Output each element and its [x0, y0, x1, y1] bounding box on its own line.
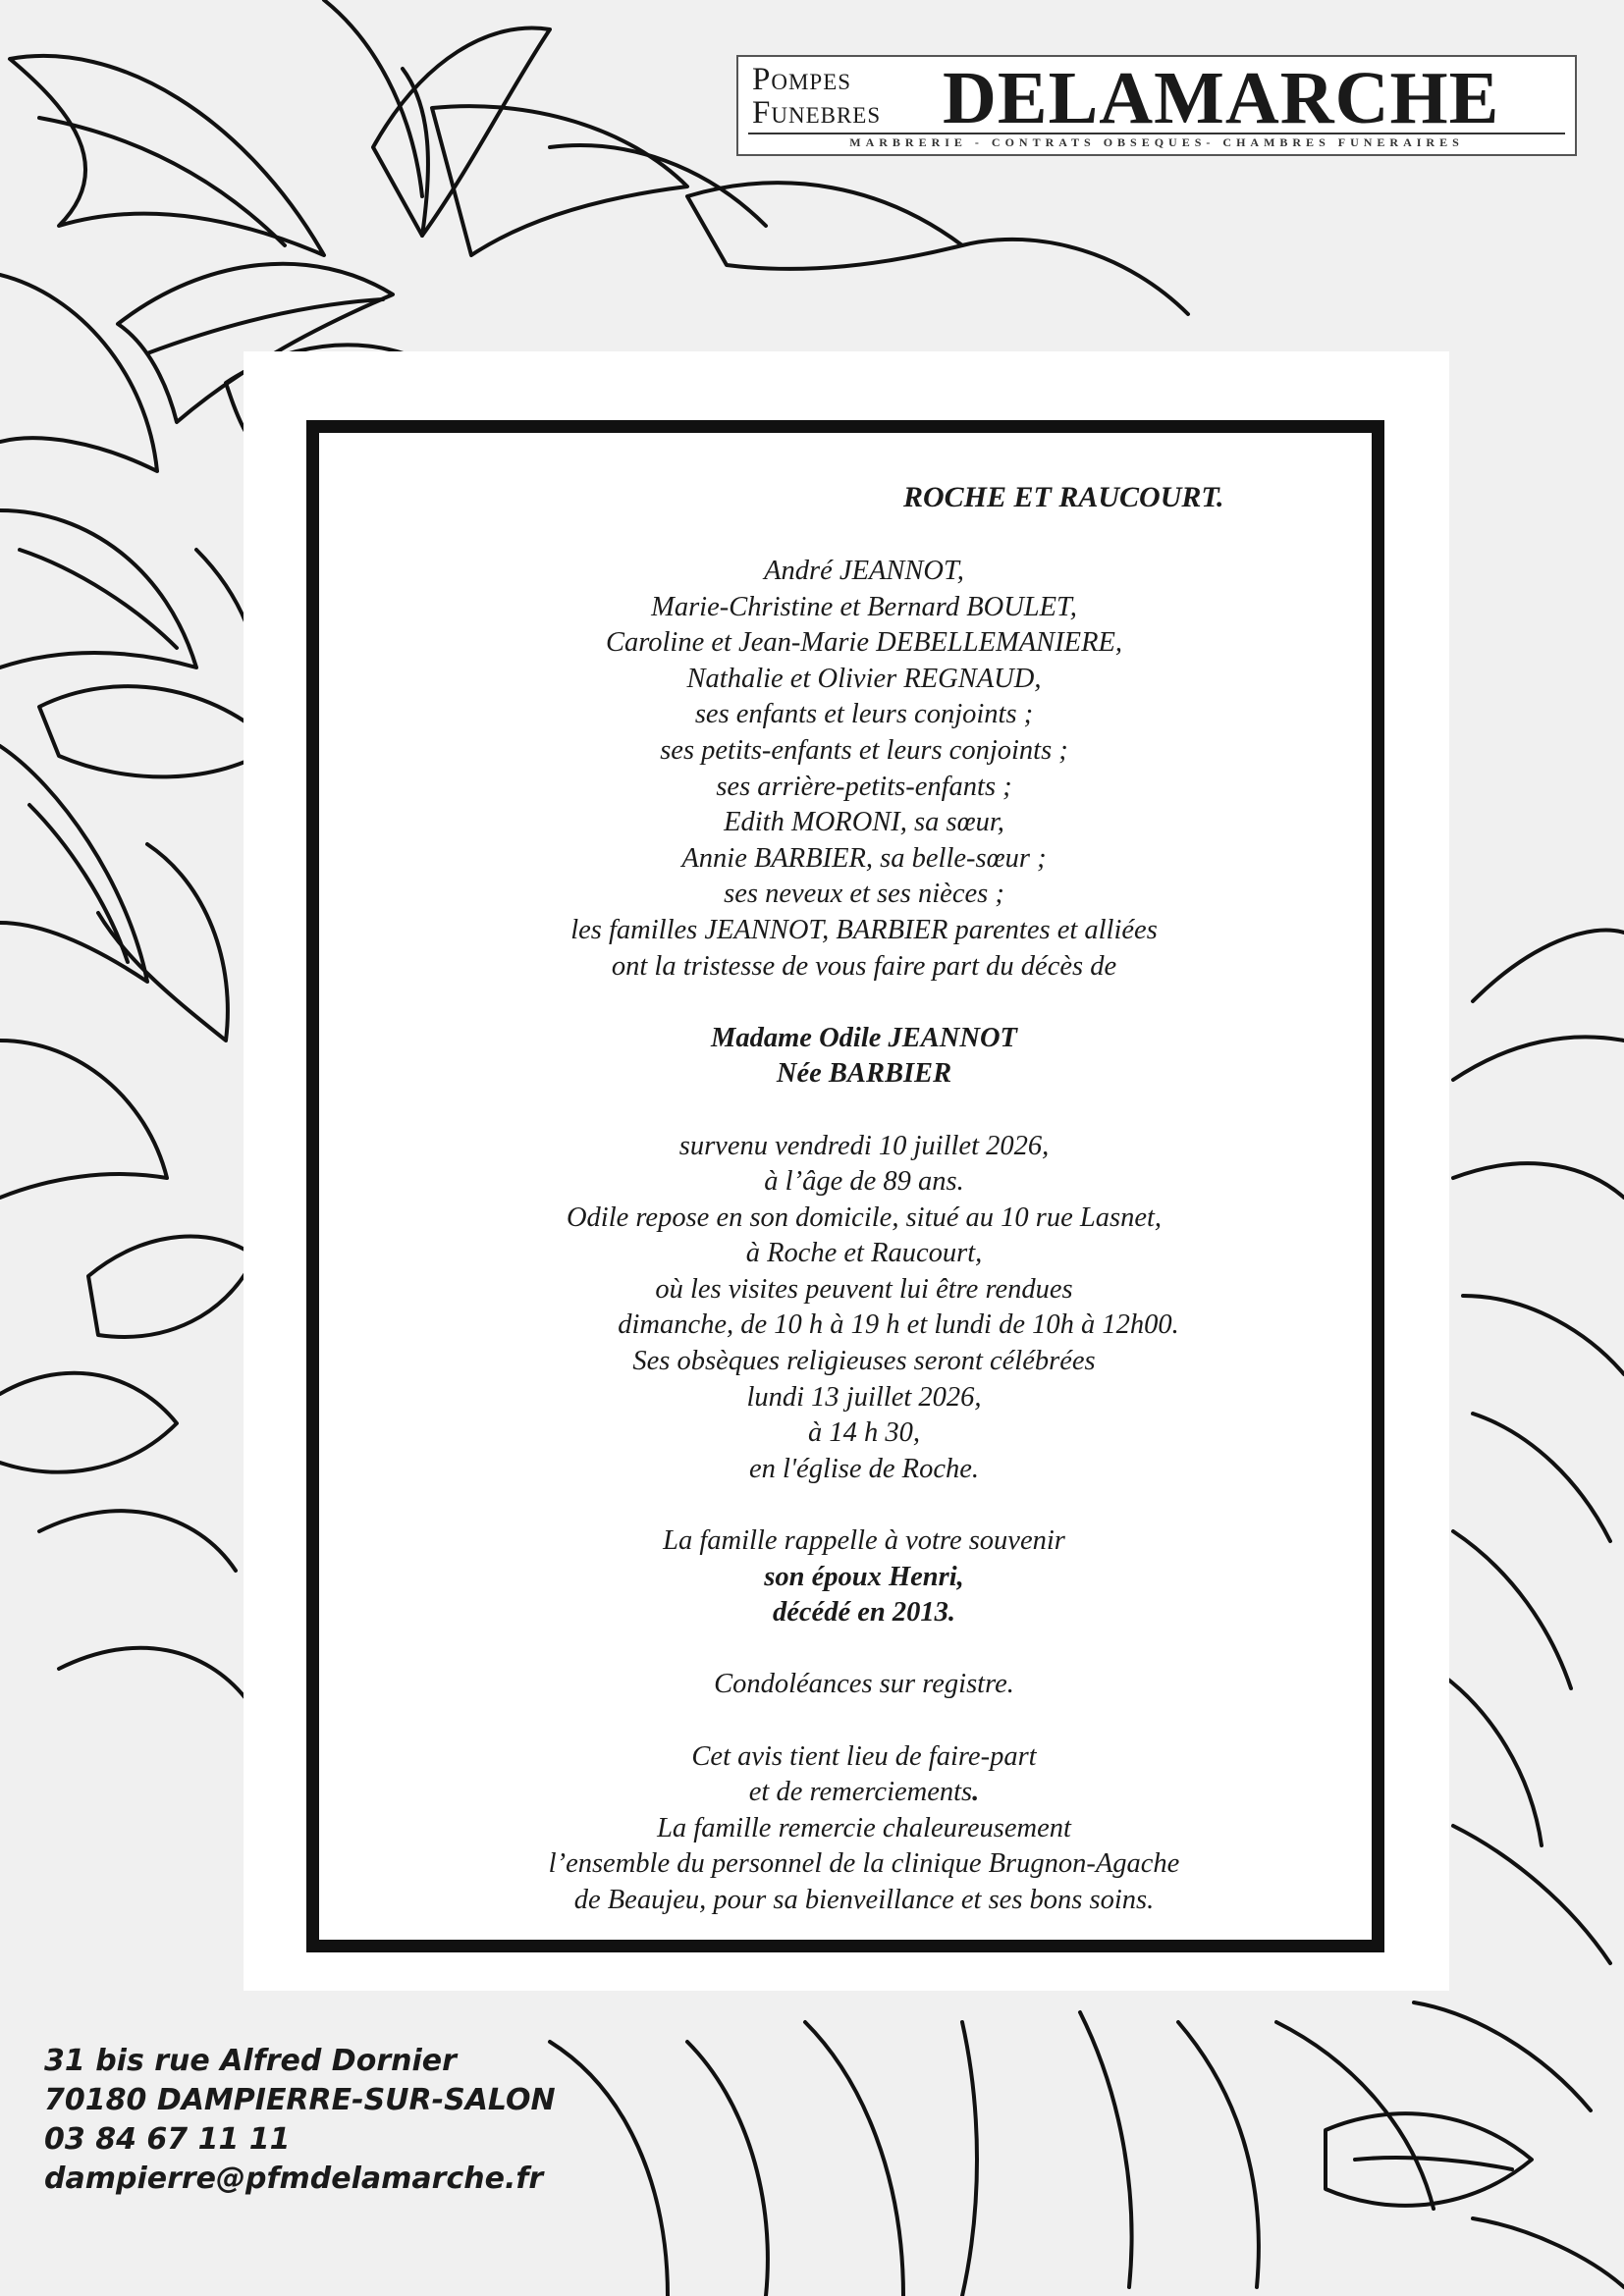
family-line: Edith MORONI, sa sœur, — [724, 807, 1004, 838]
detail-line: lundi 13 juillet 2026, — [746, 1381, 982, 1413]
family-line: André JEANNOT, — [764, 556, 964, 586]
company-logo — [736, 55, 1577, 156]
closing-text: et de remerciements — [748, 1777, 973, 1808]
family-line: Nathalie et Olivier REGNAUD, — [686, 663, 1042, 694]
contact-email[interactable]: dampierre@pfmdelamarche.fr — [44, 2162, 544, 2196]
notice-body — [324, 554, 1404, 1919]
logo-line-2: Funebres — [752, 95, 882, 131]
detail-line: où les visites peuvent lui être rendues — [655, 1273, 1073, 1305]
memory-date: décédé en 2013. — [773, 1597, 955, 1629]
spacer — [324, 985, 1404, 1021]
family-line: ont la tristesse de vous faire part du décès de — [611, 950, 1117, 982]
thanks-line: La famille remercie chaleureusement — [657, 1812, 1071, 1843]
detail-line: en l'église de Roche. — [749, 1453, 979, 1484]
logo-line-1: Pompes — [752, 62, 852, 97]
thanks-line: l’ensemble du personnel de la clinique Brugnon-Agache — [548, 1848, 1180, 1880]
detail-line: dimanche, de 10 h à 19 h et lundi de 10h à 12h00. — [618, 1309, 1179, 1341]
detail-line: Ses obsèques religieuses seront célébrées — [632, 1346, 1096, 1377]
detail-line: survenu vendredi 10 juillet 2026, — [678, 1130, 1050, 1161]
detail-line: à Roche et Raucourt, — [745, 1238, 983, 1269]
deceased-name: Madame Odile JEANNOT — [711, 1022, 1017, 1053]
logo-rule — [748, 133, 1565, 134]
detail-line: Odile repose en son domicile, situé au 10 rue Lasnet, — [566, 1201, 1163, 1233]
family-line: ses petits-enfants et leurs conjoints ; — [660, 734, 1068, 766]
notice-town: ROCHE ET RAUCOURT. — [903, 481, 1224, 513]
memory-name: son époux Henri, — [764, 1561, 964, 1592]
deceased-maiden-name: Née BARBIER — [776, 1058, 952, 1090]
closing-line-2 — [324, 1775, 1404, 1811]
memory-intro: La famille rappelle à votre souvenir — [663, 1525, 1065, 1557]
logo-prefix — [752, 63, 881, 130]
spacer — [324, 1487, 1404, 1523]
logo-name: DELAMARCHE — [943, 57, 1500, 139]
spacer — [324, 1093, 1404, 1129]
family-line: Caroline et Jean-Marie DEBELLEMANIERE, — [605, 627, 1123, 659]
detail-line: à 14 h 30, — [808, 1417, 920, 1449]
family-line: Marie-Christine et Bernard BOULET, — [651, 591, 1077, 622]
contact-block — [44, 2042, 556, 2199]
contact-phone[interactable]: 03 84 67 11 11 — [44, 2122, 291, 2157]
family-line: ses neveux et ses nièces ; — [724, 879, 1004, 910]
spacer — [324, 1703, 1404, 1739]
logo-tagline: MARBRERIE - CONTRATS OBSEQUES- CHAMBRES FUNERAIRES — [849, 135, 1464, 149]
family-line: ses enfants et leurs conjoints ; — [694, 699, 1034, 730]
detail-line: à l’âge de 89 ans. — [764, 1166, 964, 1198]
family-line: les familles JEANNOT, BARBIER parentes et alliées — [570, 914, 1158, 945]
closing-line: Cet avis tient lieu de faire-part — [691, 1740, 1037, 1772]
contact-street: 31 bis rue Alfred Dornier — [44, 2044, 457, 2078]
spacer — [324, 1631, 1404, 1668]
contact-city: 70180 DAMPIERRE-SUR-SALON — [44, 2083, 556, 2117]
thanks-line: de Beaujeu, pour sa bienveillance et ses bons soins. — [573, 1884, 1155, 1915]
closing-period: . — [972, 1777, 980, 1808]
condolences: Condoléances sur registre. — [714, 1669, 1014, 1700]
family-line: ses arrière-petits-enfants ; — [716, 771, 1012, 802]
family-line: Annie BARBIER, sa belle-sœur ; — [681, 842, 1047, 874]
